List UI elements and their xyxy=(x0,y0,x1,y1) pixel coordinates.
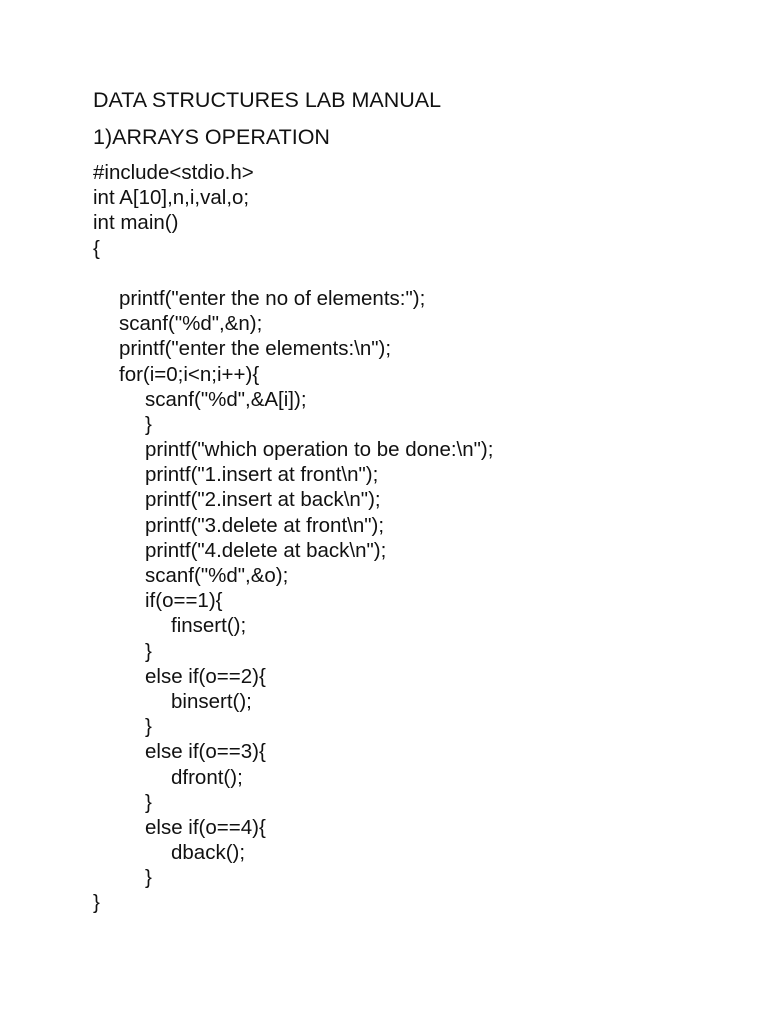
code-line: #include<stdio.h> xyxy=(93,161,254,184)
code-line: printf("3.delete at front\n"); xyxy=(145,513,385,537)
code-line: printf("enter the no of elements:"); xyxy=(119,286,426,310)
code-line: binsert(); xyxy=(171,689,252,713)
code-block xyxy=(93,160,493,916)
code-line: scanf("%d",&o); xyxy=(145,564,289,587)
code-line: printf("2.insert at back\n"); xyxy=(145,488,381,512)
code-line: int A[10],n,i,val,o; xyxy=(93,186,250,210)
code-line: printf("4.delete at back\n"); xyxy=(145,538,387,562)
document-title: DATA STRUCTURES LAB MANUAL xyxy=(93,88,442,112)
code-line: else if(o==2){ xyxy=(145,664,266,688)
code-line: else if(o==3){ xyxy=(145,740,266,764)
code-line: } xyxy=(145,639,152,663)
code-line: } xyxy=(145,412,152,436)
code-line: else if(o==4){ xyxy=(145,815,266,839)
code-line: { xyxy=(93,236,100,260)
code-line: } xyxy=(93,891,100,915)
code-line: for(i=0;i<n;i++){ xyxy=(119,362,260,386)
code-line: } xyxy=(145,790,152,814)
section-title: 1)ARRAYS OPERATION xyxy=(93,125,330,149)
code-line: finsert(); xyxy=(171,614,247,638)
code-line: printf("which operation to be done:\n"); xyxy=(145,438,494,462)
code-line: } xyxy=(145,866,152,890)
code-line: printf("enter the elements:\n"); xyxy=(119,337,392,361)
code-line: int main() xyxy=(93,211,179,235)
code-line: scanf("%d",&n); xyxy=(119,312,263,336)
code-line: printf("1.insert at front\n"); xyxy=(145,463,379,487)
code-line xyxy=(93,261,493,286)
code-line: scanf("%d",&A[i]); xyxy=(145,387,307,411)
code-line: } xyxy=(145,715,152,739)
code-line: if(o==1){ xyxy=(145,589,223,613)
code-line: dback(); xyxy=(171,841,246,865)
code-line: dfront(); xyxy=(171,765,243,789)
